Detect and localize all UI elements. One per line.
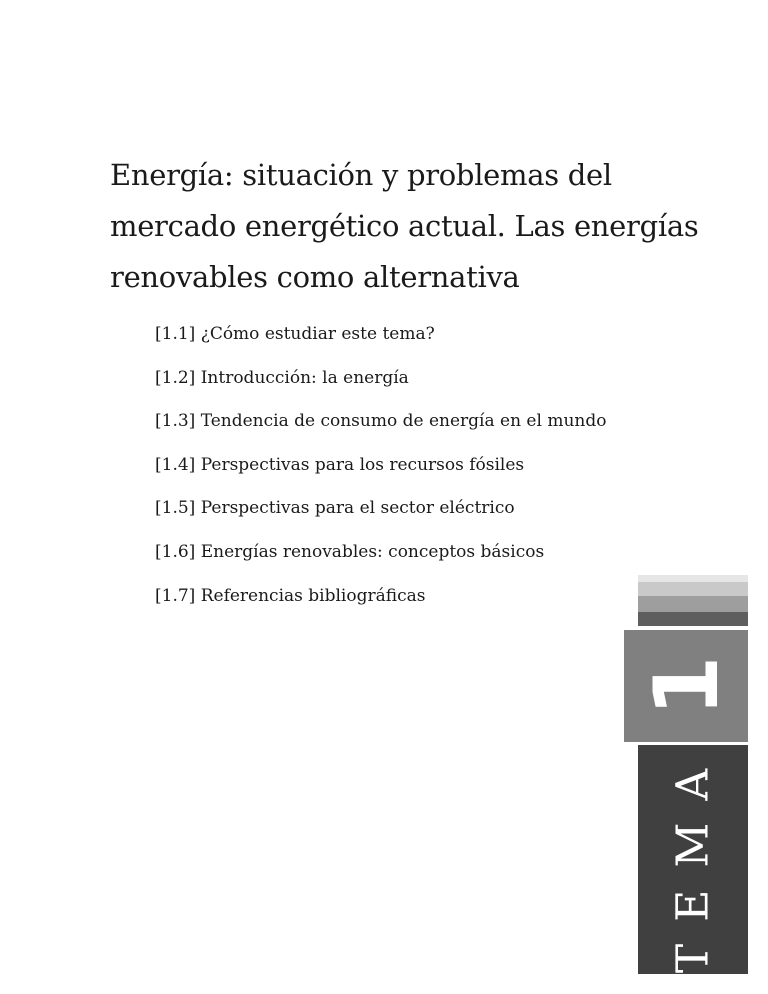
toc-item: [1.6] Energías renovables: conceptos básicos	[155, 541, 545, 562]
table-of-contents	[155, 320, 606, 625]
toc-item: [1.1] ¿Cómo estudiar este tema?	[155, 324, 435, 344]
decorative-stripe	[638, 575, 748, 582]
chapter-number-tab	[624, 630, 748, 742]
chapter-label-tab	[638, 745, 748, 974]
decorative-stripe	[638, 582, 748, 596]
toc-item: [1.5] Perspectivas para el sector eléctrico	[155, 498, 515, 519]
toc-item: [1.7] Referencias bibliográficas	[155, 585, 426, 606]
decorative-stripe	[638, 596, 748, 612]
toc-item: [1.3] Tendencia de consumo de energía en el mundo	[155, 411, 607, 432]
chapter-label: TEMA	[667, 746, 719, 973]
chapter-number: 1	[634, 655, 738, 717]
toc-item: [1.2] Introducción: la energía	[155, 367, 409, 388]
document-title: Energía: situación y problemas del mercado energético actual. Las energías renovables como alternativa	[110, 158, 699, 294]
toc-item: [1.4] Perspectivas para los recursos fósiles	[155, 454, 525, 475]
